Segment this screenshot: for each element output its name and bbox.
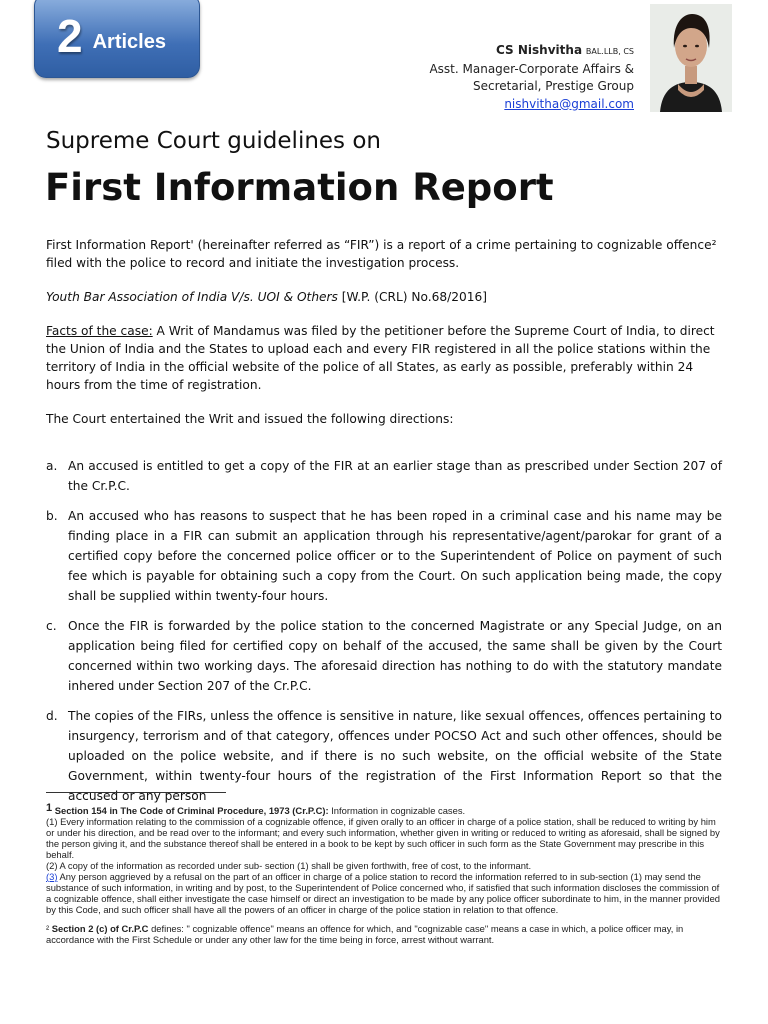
directions-list bbox=[46, 456, 722, 806]
direction-text: Once the FIR is forwarded by the police station to the concerned Magistrate or any Special Judge, on an application being filed for certified copy on behalf of the accused, the same shall be given by the Court concerned within two working days. The aforesaid direction has nothing to do with the statutory mandate inhered under Section 207 of the Cr.P.C. bbox=[68, 619, 722, 693]
footnotes bbox=[46, 803, 726, 945]
footnote-2-title: Section 2 (c) of Cr.P.C bbox=[51, 923, 149, 934]
footnote-1-title: Section 154 in The Code of Criminal Procedure, 1973 (Cr.P.C): bbox=[54, 805, 329, 816]
footnote-1-clause-3-text: Any person aggrieved by a refusal on the part of an officer in charge of a police station to record the information referred to in sub-section (1) may send the substance of such information, in writing and by post, to the Superintendent of Police concerned who, if satisfied that such information discloses the commission of a cognizable offence, shall either investigate the case himself or direct an investigation to be made by any police officer subordinate to him, in the manner provided by this Code, and such officer shall have all the powers of an officer in charge of the police station in relation to that offence. bbox=[46, 871, 721, 915]
badge-label: Articles bbox=[92, 30, 166, 53]
case-name: Youth Bar Association of India V/s. UOI & Others bbox=[46, 290, 338, 304]
author-photo bbox=[650, 4, 732, 112]
facts-paragraph bbox=[46, 322, 722, 394]
author-role-line2: Secretarial, Prestige Group bbox=[472, 79, 634, 93]
direction-text: An accused who has reasons to suspect that he has been roped in a criminal case and his name may be finding place in a FIR can submit an application through his representative/agent/parokar for grant of a certified copy before the concerned police officer or to the Superintendent of Police on payment of such fee which is payable for obtaining such a copy from the Court. On such application being made, the copy shall be supplied within twenty-four hours. bbox=[68, 509, 722, 603]
direction-text: The copies of the FIRs, unless the offence is sensitive in nature, like sexual offences, offences pertaining to insurgency, terrorism and of that category, offences under POCSO Act and such other offences, should be uploaded on the police website, and if there is no such website, on the official website of the State Government, within twenty-four hours of the registration of the First Information Report so that the accused or any person bbox=[68, 709, 722, 803]
badge-number: 2 bbox=[57, 10, 83, 62]
case-citation: [W.P. (CRL) No.68/2016] bbox=[341, 290, 488, 304]
footnote-1-clause-3-link[interactable]: (3) bbox=[46, 871, 58, 882]
facts-text: A Writ of Mandamus was filed by the petitioner before the Supreme Court of India, to direct the Union of India and the States to upload each and every FIR registered in all the police stations within the territory of India in the official website of the police of all States, as early as possible, preferably within 24 hours from the time of registration. bbox=[46, 324, 715, 392]
direction-item bbox=[46, 506, 722, 606]
direction-item bbox=[46, 616, 722, 696]
footnote-1-clause-1: (1) Every information relating to the commission of a cognizable offence, if given orally to an officer in charge of a police station, shall be reduced to writing by him or under his direction, and be read over to the informant; and every such information, whether given in writing or reduced to writing as aforesaid, shall be signed by the person giving it, and the substance thereof shall be entered in a book to be kept by such officer in such form as the State Government may prescribe in this behalf. bbox=[46, 816, 720, 860]
direction-item bbox=[46, 456, 722, 496]
article-body bbox=[46, 236, 722, 816]
footnote-1-title-tail: Information in cognizable cases. bbox=[328, 805, 466, 816]
articles-badge bbox=[34, 0, 200, 78]
author-role-line1: Asst. Manager-Corporate Affairs & bbox=[429, 61, 634, 76]
footnote-1-clause-2: (2) A copy of the information as recorded under sub- section (1) shall be given forthwith, free of cost, to the informant. bbox=[46, 860, 532, 871]
article-title: First Information Report bbox=[45, 166, 554, 209]
author-portrait-image bbox=[650, 4, 732, 112]
author-qualifications: BAL.LLB, CS bbox=[585, 47, 634, 56]
direction-item bbox=[46, 706, 722, 806]
author-email-link[interactable]: nishvitha@gmail.com bbox=[504, 96, 634, 111]
facts-label: Facts of the case: bbox=[46, 324, 153, 338]
intro-paragraph: First Information Report' (hereinafter referred as “FIR”) is a report of a crime pertaining to cognizable offence² filed with the police to record and initiate the investigation process. bbox=[46, 238, 717, 270]
footnote-2 bbox=[46, 923, 726, 945]
footnote-1-clause-3 bbox=[46, 871, 726, 915]
footnote-divider bbox=[46, 792, 226, 793]
footnote-2-number: ² bbox=[46, 923, 50, 934]
author-block bbox=[429, 42, 634, 113]
direction-marker: c. bbox=[46, 619, 57, 633]
footnote-1-number: 1 bbox=[46, 802, 53, 814]
direction-marker: a. bbox=[46, 459, 58, 473]
footnote-1-heading bbox=[46, 803, 726, 816]
case-reference bbox=[46, 288, 722, 306]
direction-text: An accused is entitled to get a copy of the FIR at an earlier stage than as prescribed under Section 207 of the Cr.P.C. bbox=[68, 459, 722, 493]
author-name: CS Nishvitha bbox=[496, 43, 583, 57]
article-subtitle: Supreme Court guidelines on bbox=[46, 128, 382, 154]
direction-marker: b. bbox=[46, 509, 58, 523]
court-directions-intro: The Court entertained the Writ and issued the following directions: bbox=[46, 412, 454, 426]
footnote-2-text: defines: " cognizable offence" means an offence for which, and "cognizable case" means a case in which, a police officer may, in accordance with the First Schedule or under any other law for the time being in force, arrest without warrant. bbox=[46, 923, 684, 945]
direction-marker: d. bbox=[46, 709, 58, 723]
